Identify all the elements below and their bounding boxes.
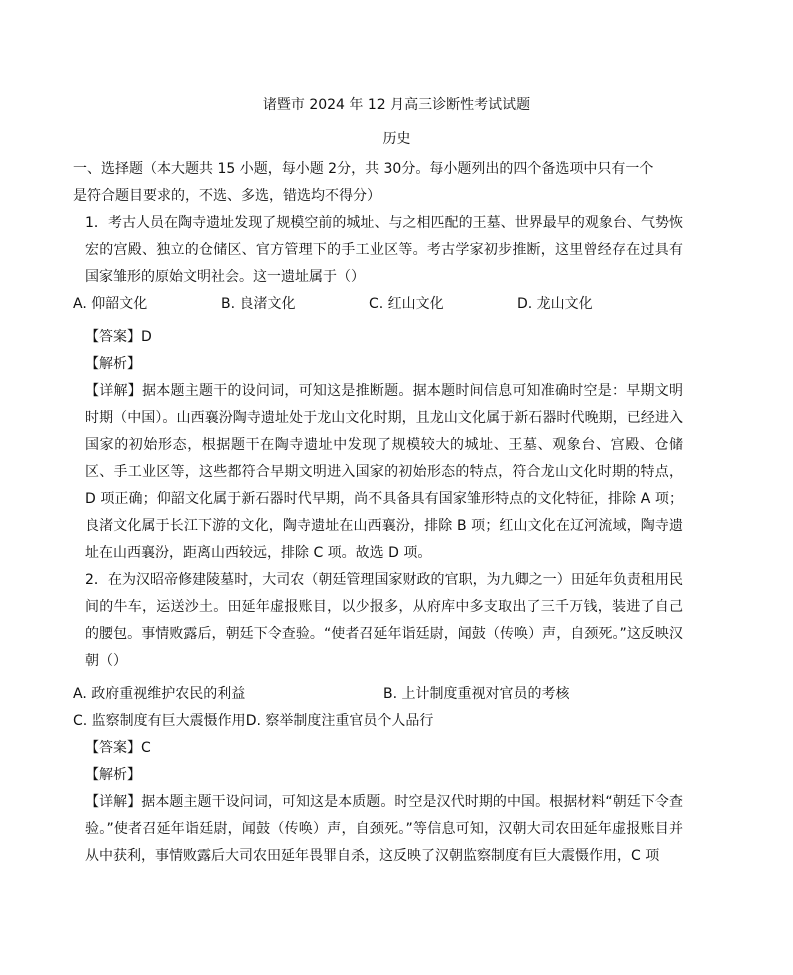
exam-subject: 历史 [382, 131, 411, 147]
question-1-detail: 【详解】据本题主题干的设问词，可知这是推断题。据本题时间信息可知准确时空是：早期文明时期（中国）。山西襄汾陶寺遗址处于龙山文化时期，且龙山文化属于新石器时代晚期，已经进入国家的初始形态，根据题干在陶寺遗址中发现了规模较大的城址、王墓、观象台、宫殿、仓储区、手工业区等，这些都符合早期文明进入国家的初始形态的特点，符合龙山文化时期的特点，D 项正确；仰韶文化属于新石器时代早期，尚不具备具有国家雏形特点的文化特征，排除 A 项；良渚文化属于长江下游的文化，陶寺遗址在山西襄汾，排除 B 项；红山文化在辽河流域，陶寺遗址在山西襄汾，距离山西较远，排除 C 项。故选 D 项。 [85, 383, 683, 561]
section-heading-line1: 一、选择题（本大题共 15 小题，每小题 2分，共 30分。每小题列出的四个备选项中只有一个 [73, 161, 654, 177]
question-1-option-c: C. 红山文化 [369, 296, 444, 312]
question-2-option-c: C. 监察制度有巨大震慑作用 [73, 713, 246, 729]
question-1-analysis-label: 【解析】 [85, 356, 141, 372]
question-2-answer: 【答案】C [85, 740, 151, 756]
exam-title: 诸暨市 2024 年 12 月高三诊断性考试试题 [262, 97, 531, 113]
question-2-option-d: D. 察举制度注重官员个人品行 [245, 713, 434, 729]
section-heading-line2: 是符合题目要求的，不选、多选，错选均不得分） [73, 188, 381, 204]
question-1-option-b: B. 良渚文化 [221, 296, 296, 312]
question-1-options [73, 291, 683, 318]
question-1-stem: 1．考古人员在陶寺遗址发现了规模空前的城址、与之相匹配的王墓、世界最早的观象台、气势恢宏的宫殿、独立的仓储区、官方管理下的手工业区等。考古学家初步推断，这里曾经存在过具有国家雏形的原始文明社会。这一遗址属于（） [85, 215, 683, 285]
question-2-stem: 2．在为汉昭帝修建陵墓时，大司农（朝廷管理国家财政的官职，为九卿之一）田延年负责租用民间的牛车，运送沙土。田延年虚报账目，以少报多，从府库中多支取出了三千万钱，装进了自己的腰包。事情败露后，朝廷下令查验。“使者召延年诣廷尉，闻鼓（传唤）声，自颈死。”这反映汉朝（） [85, 572, 683, 669]
exam-content [73, 156, 683, 870]
question-1-option-a: A. 仰韶文化 [73, 296, 148, 312]
question-2-option-a: A. 政府重视维护农民的利益 [73, 686, 246, 702]
question-2-options-row2 [73, 708, 683, 735]
question-2-analysis-label: 【解析】 [85, 767, 141, 783]
question-2-option-b: B. 上计制度重视对官员的考核 [383, 686, 570, 702]
question-1-option-d: D. 龙山文化 [517, 296, 593, 312]
question-1-answer: 【答案】D [85, 329, 152, 345]
question-2-detail: 【详解】据本题主题干设问词，可知这是本质题。时空是汉代时期的中国。根据材料“朝廷下令查验。”使者召延年诣廷尉，闻鼓（传唤）声，自颈死。”等信息可知，汉朝大司农田延年虚报账目并从中获利，事情败露后大司农田延年畏罪自杀，这反映了汉朝监察制度有巨大震慑作用，C 项 [85, 794, 683, 864]
question-2-options-row1 [73, 681, 683, 708]
